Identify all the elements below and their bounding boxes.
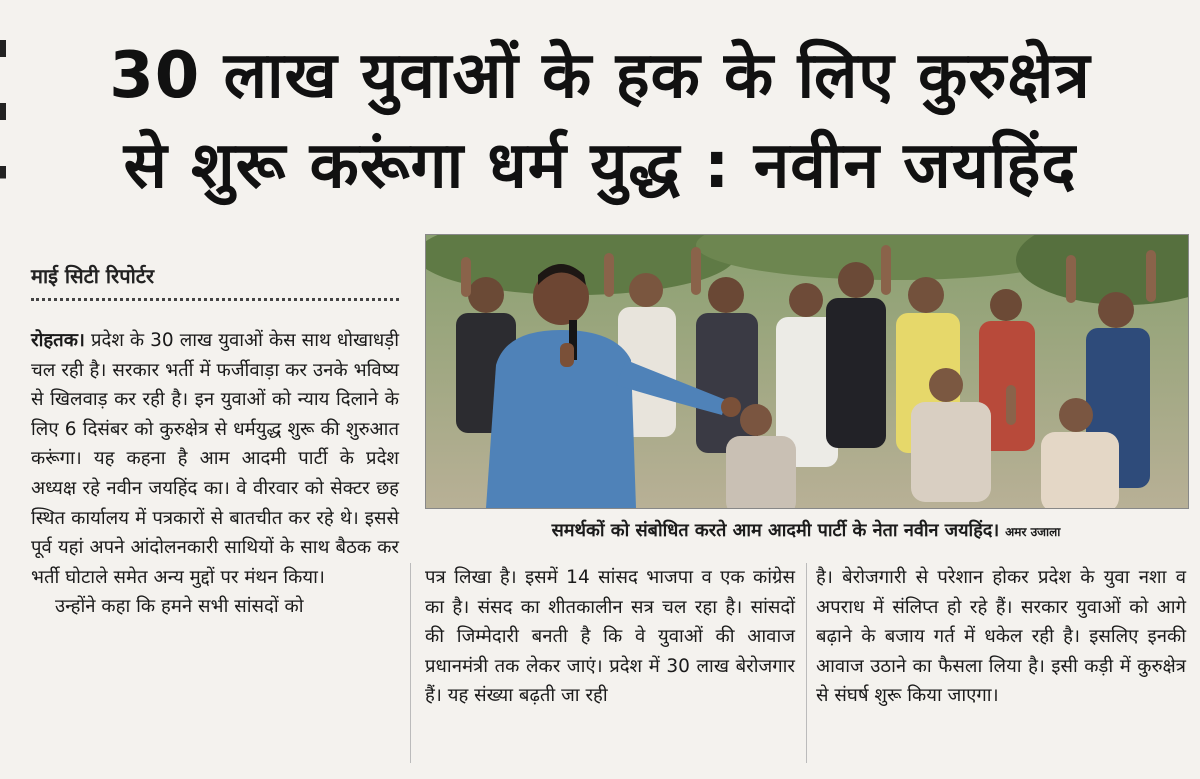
byline-divider xyxy=(31,298,399,301)
byline: माई सिटी रिपोर्टर xyxy=(31,264,155,288)
photo-caption xyxy=(425,518,1187,542)
dateline: रोहतक। xyxy=(31,330,85,351)
article-paragraph-2: उन्होंने कहा कि हमने सभी सांसदों को xyxy=(55,596,304,618)
caption-text: समर्थकों को संबोधित करते आम आदमी पार्टी के नेता नवीन जयहिंद। xyxy=(551,520,1000,541)
article-paragraph-1 xyxy=(31,326,399,592)
column-divider-1 xyxy=(410,563,411,763)
column-divider-2 xyxy=(806,563,807,763)
article-column-2-text: पत्र लिखा है। इसमें 14 सांसद भाजपा व एक कांग्रेस का है। संसद का शीतकालीन सत्र चल रहा है। सांसदों की जिम्मेदारी बनती है कि वे युवाओं की आवाज प्रधानमंत्री तक लेकर जाएं। प्रदेश में 30 लाख बेरोजगार हैं। यह संख्या बढ़ती जा रही xyxy=(425,567,795,707)
headline-line-1: 30 लाख युवाओं के हक के लिए कुरुक्षेत्र xyxy=(109,39,1091,113)
article-column-1 xyxy=(31,326,399,622)
article-column-3-text: है। बेरोजगारी से परेशान होकर प्रदेश के युवा नशा व अपराध में संलिप्त हो रहे हैं। सरकार युवाओं को आगे बढ़ाने के बजाय गर्त में धकेल रही है। इसलिए इनकी आवाज उठाने का फैसला लिया है। इसी कड़ी में कुरुक्षेत्र से संघर्ष शुरू किया जाएगा। xyxy=(816,567,1186,707)
article-column-3 xyxy=(816,563,1186,711)
news-photo xyxy=(425,234,1189,509)
headline-line-2: से शुरू करूंगा धर्म युद्ध : नवीन जयहिंद xyxy=(123,129,1077,203)
article-column-2 xyxy=(425,563,795,711)
photo-credit: अमर उजाला xyxy=(1005,525,1061,539)
paragraph-1-text: प्रदेश के 30 लाख युवाओं केस साथ धोखाधड़ी चल रही है। सरकार भर्ती में फर्जीवाड़ा कर उनके भविष्य से खिलवाड़ कर रही है। इन युवाओं को न्याय दिलाने के लिए 6 दिसंबर को कुरुक्षेत्र से धर्मयुद्ध शुरू की शुरुआत करूंगा। यह कहना है आम आदमी पार्टी के प्रदेश अध्यक्ष रहे नवीन जयहिंद का। वे वीरवार को सेक्टर छह स्थित कार्यालय में पत्रकारों से बातचीत कर रहे थे। इससे पूर्व यहां अपने आंदोलनकारी साथियों के साथ बैठक कर भर्ती घोटाले समेत अन्य मुद्दों पर मंथन किया। xyxy=(31,330,399,588)
